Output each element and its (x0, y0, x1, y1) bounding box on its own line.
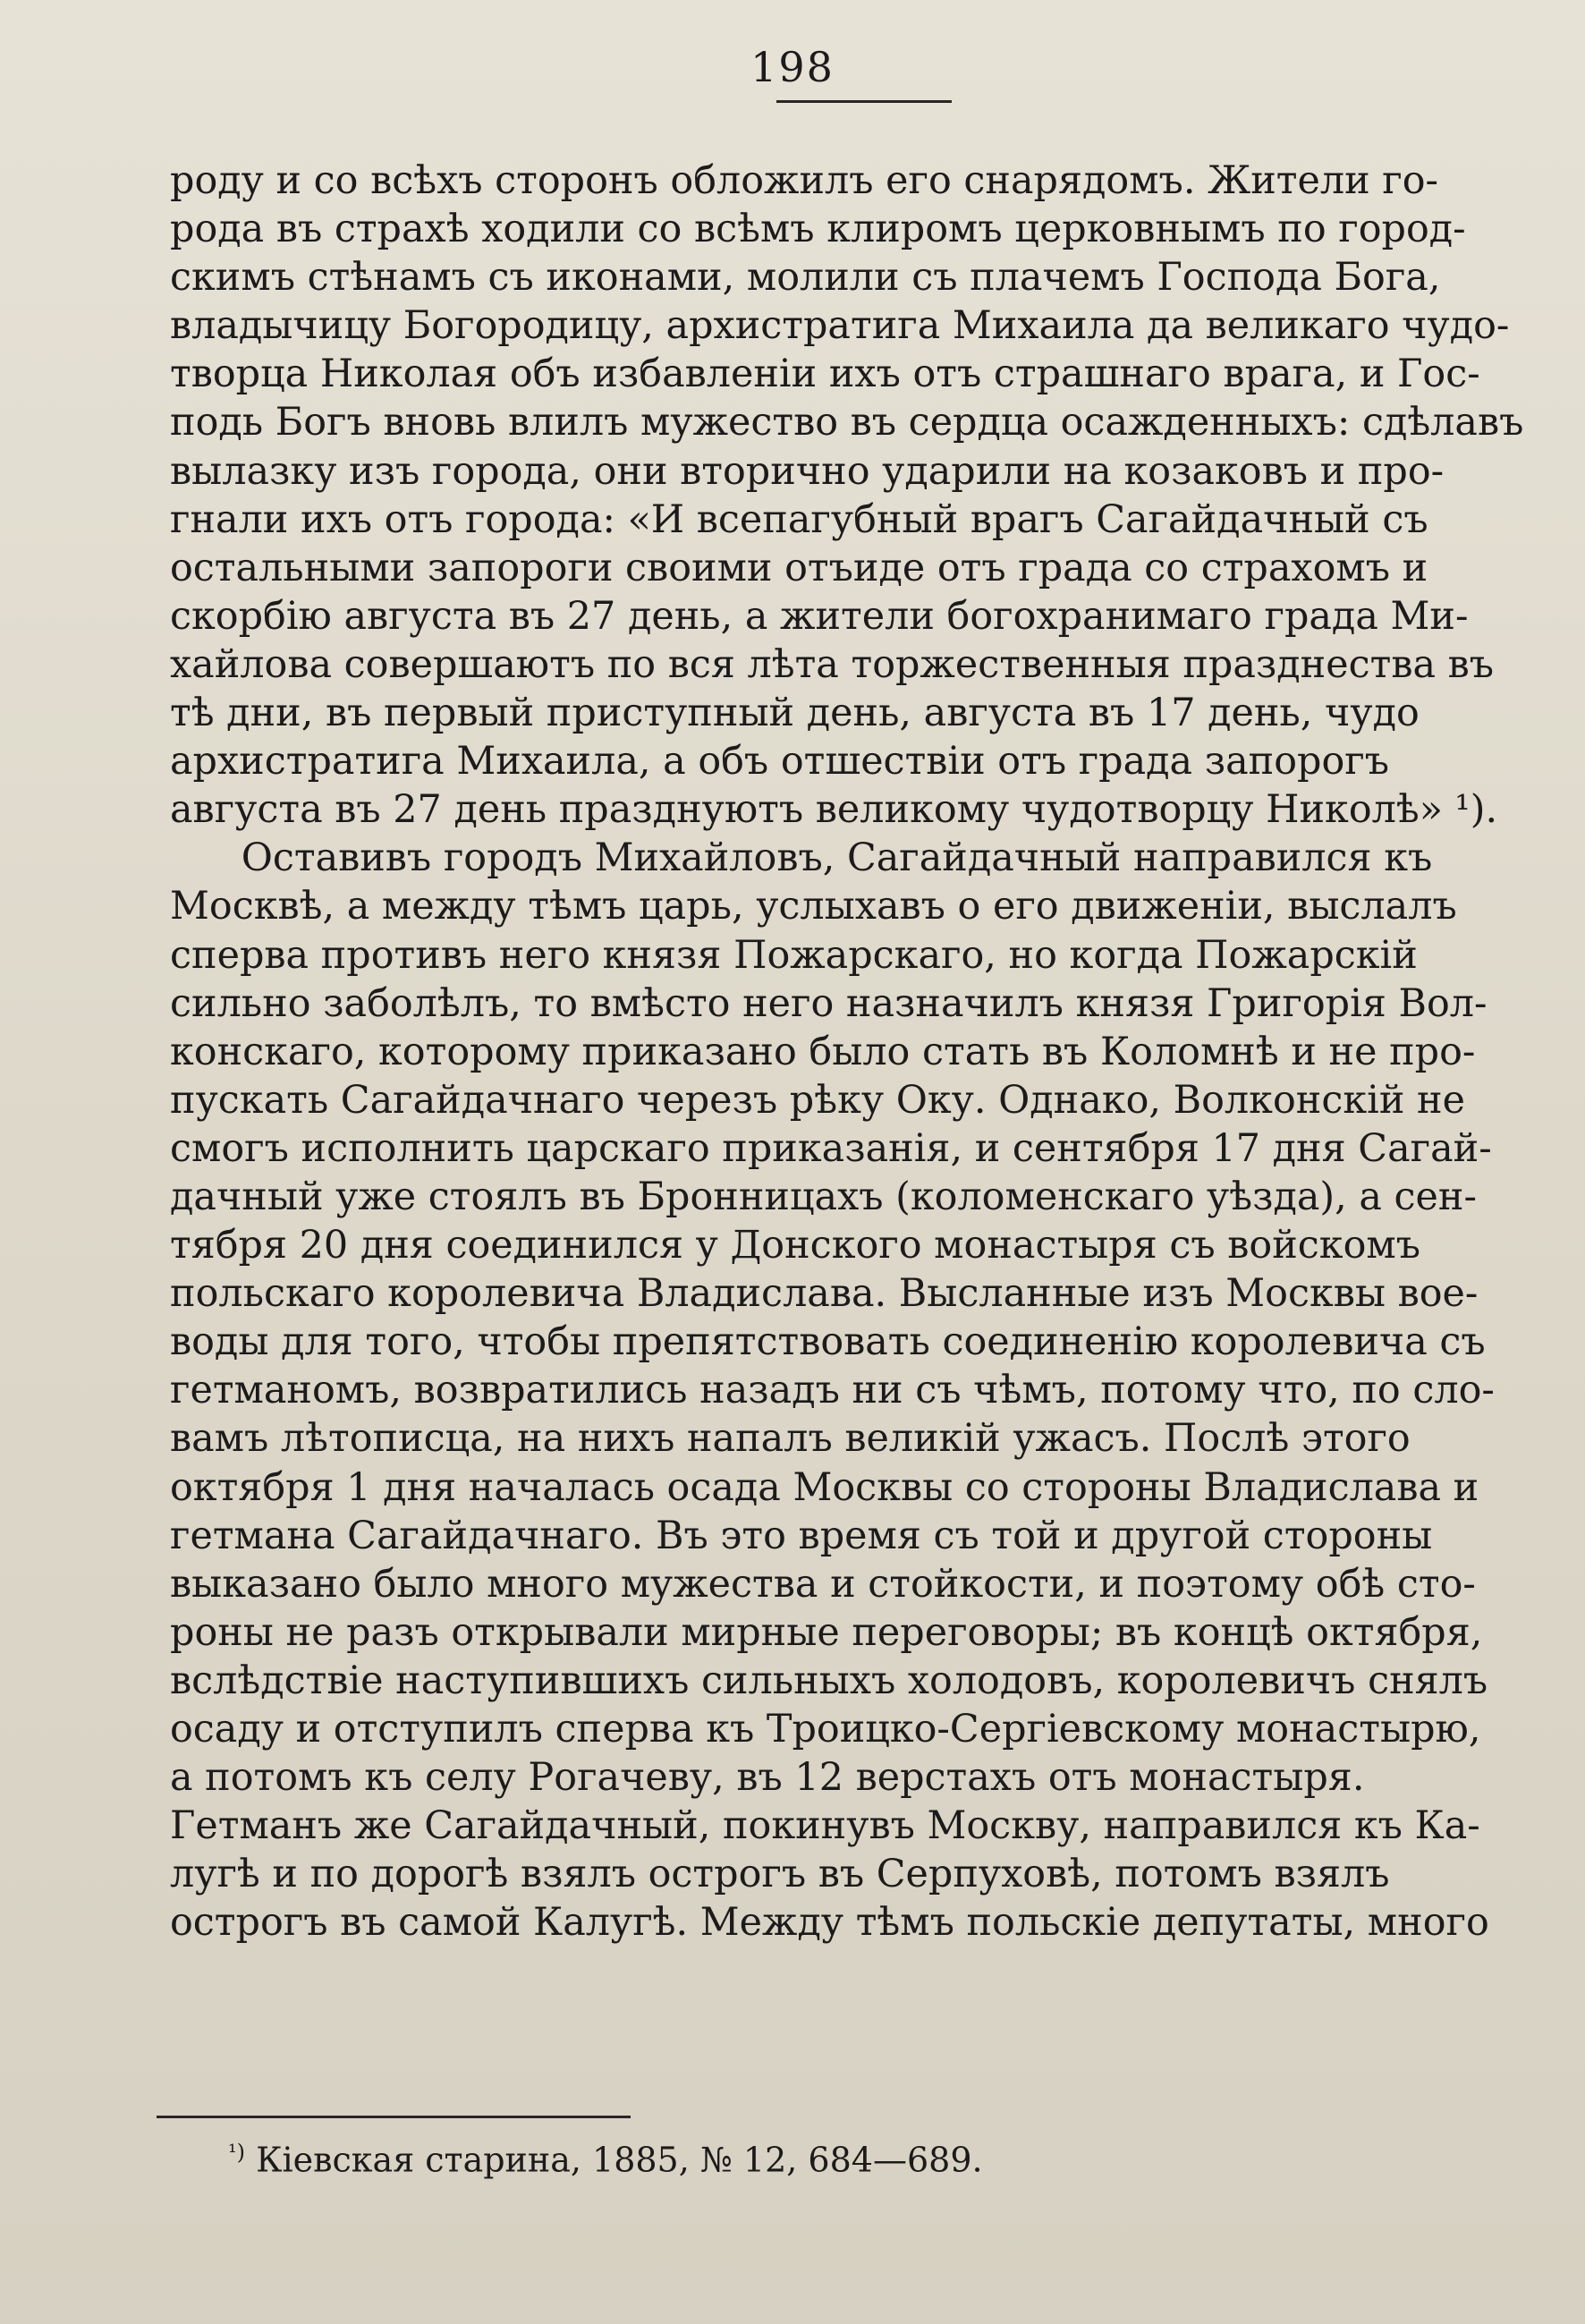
text-line-31: роны не разъ открывали мирные переговоры; въ концѣ октября, (170, 1609, 1483, 1655)
text-line-1: роду и со всѣхъ сторонъ обложилъ его снарядомъ. Жители го- (170, 158, 1439, 203)
text-line-17: сперва противъ него князя Пожарскаго, но когда Пожарскій (170, 932, 1418, 978)
text-line-23: тября 20 дня соединился у Донского монастыря съ войскомъ (170, 1223, 1420, 1268)
text-line-24: польскаго королевича Владислава. Высланные изъ Москвы вое- (170, 1271, 1479, 1317)
footnote-text: Кіевская старина, 1885, № 12, 684—689. (256, 2140, 983, 2180)
text-line-26: гетманомъ, возвратились назадъ ни съ чѣмъ, потому что, по сло- (170, 1368, 1495, 1413)
text-line-29: гетмана Сагайдачнаго. Въ это время съ той и другой стороны (170, 1513, 1433, 1558)
text-line-36: лугѣ и по дорогѣ взялъ острогъ въ Серпуховѣ, потомъ взялъ (170, 1852, 1390, 1897)
text-line-3: скимъ стѣнамъ съ иконами, молили съ плачемъ Господа Бога, (170, 255, 1441, 301)
text-line-18: сильно заболѣлъ, то вмѣсто него назначилъ князя Григорія Вол- (170, 980, 1488, 1026)
text-line-34: а потомъ къ селу Рогачеву, въ 12 верстахъ отъ монастыря. (170, 1755, 1365, 1801)
text-line-22: дачный уже стоялъ въ Бронницахъ (коломенскаго уѣзда), а сен- (170, 1174, 1477, 1219)
text-line-27: вамъ лѣтописца, на нихъ напалъ великій ужасъ. Послѣ этого (170, 1416, 1411, 1462)
text-line-32: вслѣдствіе наступившихъ сильныхъ холодовъ, королевичъ снялъ (170, 1658, 1488, 1703)
text-line-10: скорбію августа въ 27 день, а жители богохранимаго града Ми- (170, 593, 1469, 639)
text-line-33: осаду и отступилъ сперва къ Троицко-Сергіевскому монастырю, (170, 1707, 1481, 1751)
footnote (228, 2140, 983, 2180)
text-line-20: пускать Сагайдачнаго черезъ рѣку Оку. Однако, Волконскій не (170, 1077, 1465, 1123)
text-line-25: воды для того, чтобы препятствовать соединенію королевича съ (170, 1319, 1486, 1365)
text-line-5: творца Николая объ избавленіи ихъ отъ страшнаго врага, и Гос- (170, 352, 1480, 397)
text-line-14: августа въ 27 день празднуютъ великому чудотворцу Николѣ» ¹). (170, 787, 1498, 833)
text-line-15: Оставивъ городъ Михайловъ, Сагайдачный направился къ (241, 835, 1433, 881)
page-number: 198 (750, 43, 835, 91)
text-line-9: остальными запороги своими отъиде отъ града со страхомъ и (170, 545, 1428, 590)
page-number-rule (776, 100, 952, 103)
footnote-marker: ¹) (228, 2140, 245, 2165)
text-line-12: тѣ дни, въ первый приступный день, августа въ 17 день, чудо (170, 691, 1420, 736)
text-line-6: подь Богъ вновь влилъ мужество въ сердца осажденныхъ: сдѣлавъ (170, 400, 1524, 445)
text-line-19: конскаго, которому приказано было стать въ Коломнѣ и не про- (170, 1029, 1476, 1074)
text-line-2: рода въ страхѣ ходили со всѣмъ клиромъ церковнымъ по город- (170, 207, 1466, 252)
text-line-37: острогъ въ самой Калугѣ. Между тѣмъ польскіе депутаты, много (170, 1900, 1489, 1946)
text-line-21: смогъ исполнить царскаго приказанія, и сентября 17 дня Сагай- (170, 1125, 1492, 1171)
text-line-35: Гетманъ же Сагайдачный, покинувъ Москву, направился къ Ка- (170, 1803, 1480, 1849)
footnote-rule (157, 2116, 631, 2118)
body-text (170, 157, 1565, 1947)
text-line-7: вылазку изъ города, они вторично ударили на козаковъ и про- (170, 448, 1445, 494)
text-line-30: выказано было много мужества и стойкости, и поэтому обѣ сто- (170, 1561, 1476, 1607)
text-line-8: гнали ихъ отъ города: «И всепагубный врагъ Сагайдачный съ (170, 496, 1428, 542)
text-line-28: октября 1 дня началась осада Москвы со стороны Владислава и (170, 1464, 1479, 1510)
text-line-11: хайлова совершаютъ по вся лѣта торжественныя празднества въ (170, 641, 1495, 687)
text-line-4: владычицу Богородицу, архистратига Михаила да великаго чудо- (170, 303, 1510, 349)
text-line-16: Москвѣ, а между тѣмъ царь, услыхавъ о его движеніи, выслалъ (170, 884, 1457, 929)
text-line-13: архистратига Михаила, а объ отшествіи отъ града запорогъ (170, 739, 1390, 785)
